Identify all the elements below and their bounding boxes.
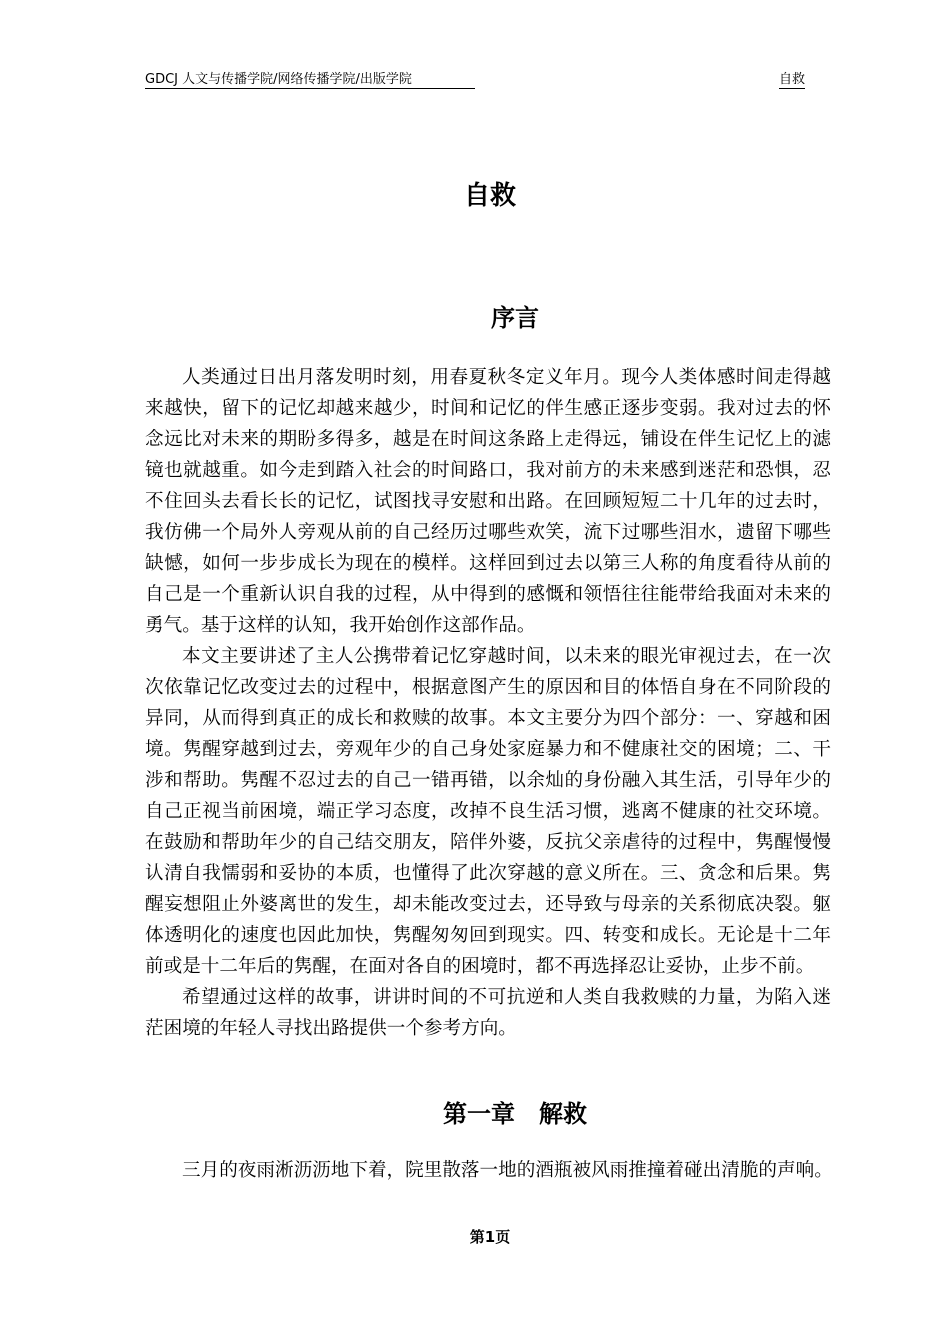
- paragraph-line: 认清自我懦弱和妥协的本质，也懂得了此次穿越的意义所在。三、贪念和后果。隽: [145, 863, 831, 884]
- paragraph-line: 自己正视当前困境，端正学习态度，改掉不良生活习惯，逃离不健康的社交环境。: [145, 801, 831, 822]
- paragraph-line: 境。隽醒穿越到过去，旁观年少的自己身处家庭暴力和不健康社交的困境；二、干: [145, 739, 831, 760]
- paragraph-line: 人类通过日出月落发明时刻，用春夏秋冬定义年月。现今人类体感时间走得越: [182, 367, 831, 388]
- chapter-body: [145, 1155, 835, 1186]
- paragraph-line: 本文主要讲述了主人公携带着记忆穿越时间，以未来的眼光审视过去，在一次: [182, 646, 831, 667]
- chapter-heading: 第一章 解救: [443, 1100, 587, 1128]
- running-header-title: 自救: [779, 68, 805, 89]
- paragraph: [145, 641, 831, 982]
- paragraph-line: 异同，从而得到真正的成长和救赎的故事。本文主要分为四个部分：一、穿越和困: [145, 708, 831, 729]
- paragraph-line: 涉和帮助。隽醒不忍过去的自己一错再错，以余灿的身份融入其生活，引导年少的: [145, 770, 831, 791]
- paragraph-line: 来越快，留下的记忆却越来越少，时间和记忆的伴生感正逐步变弱。我对过去的怀: [145, 398, 831, 419]
- paragraph-line: 体透明化的速度也因此加快，隽醒匆匆回到现实。四、转变和成长。无论是十二年: [145, 925, 831, 946]
- paragraph-line: 念远比对未来的期盼多得多，越是在时间这条路上走得远，铺设在伴生记忆上的滤: [145, 429, 831, 450]
- paragraph-line: 茫困境的年轻人寻找出路提供一个参考方向。: [145, 1018, 517, 1039]
- paragraph-line: 次依靠记忆改变过去的过程中，根据意图产生的原因和目的体悟自身在不同阶段的: [145, 677, 831, 698]
- paragraph-line: 醒妄想阻止外婆离世的发生，却未能改变过去，还导致与母亲的关系彻底决裂。躯: [145, 894, 831, 915]
- paragraph-line: 不住回头去看长长的记忆，试图找寻安慰和出路。在回顾短短二十几年的过去时，: [145, 491, 831, 512]
- paragraph-line: 三月的夜雨淅沥沥地下着，院里散落一地的酒瓶被风雨推撞着碰出清脆的声响。: [182, 1160, 833, 1181]
- paragraph-line: 在鼓励和帮助年少的自己结交朋友，陪伴外婆，反抗父亲虐待的过程中，隽醒慢慢: [145, 832, 831, 853]
- page-number: 第1页: [469, 1228, 511, 1246]
- paragraph-line: 希望通过这样的故事，讲讲时间的不可抗逆和人类自我救赎的力量，为陷入迷: [182, 987, 831, 1008]
- paragraph-line: 镜也就越重。如今走到踏入社会的时间路口，我对前方的未来感到迷茫和恐惧，忍: [145, 460, 831, 481]
- document-title: 自救: [463, 181, 516, 211]
- paragraph-line: 缺憾，如何一步步成长为现在的模样。这样回到过去以第三人称的角度看待从前的: [145, 553, 831, 574]
- paragraph: [145, 982, 831, 1044]
- paragraph-line: 我仿佛一个局外人旁观从前的自己经历过哪些欢笑，流下过哪些泪水，遗留下哪些: [145, 522, 831, 543]
- paragraph: [145, 362, 831, 641]
- preface-heading: 序言: [491, 304, 539, 332]
- paragraph-line: 前或是十二年后的隽醒，在面对各自的困境时，都不再选择忍让妥协，止步不前。: [145, 956, 815, 977]
- running-header-institution: GDCJ 人文与传播学院/网络传播学院/出版学院: [145, 68, 475, 89]
- preface-body: [145, 362, 831, 1044]
- paragraph-line: 自己是一个重新认识自我的过程，从中得到的感慨和领悟往往能带给我面对未来的: [145, 584, 831, 605]
- paragraph-line: 勇气。基于这样的认知，我开始创作这部作品。: [145, 615, 536, 636]
